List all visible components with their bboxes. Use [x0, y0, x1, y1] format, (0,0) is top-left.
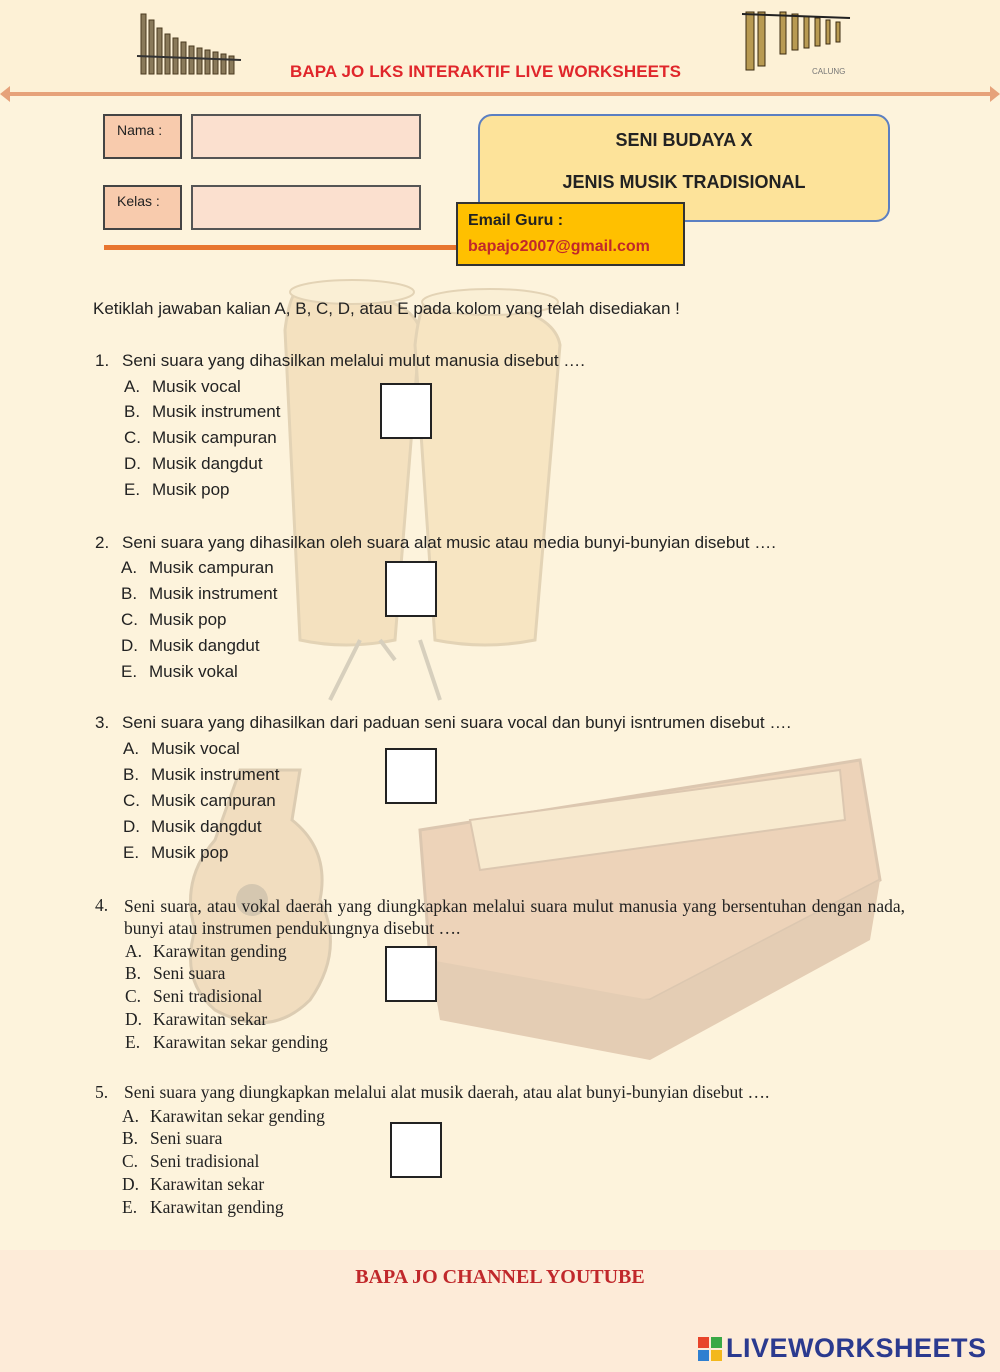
option-b: B. Musik instrument: [121, 584, 278, 603]
option-c: C. Musik pop: [121, 610, 227, 629]
answer-box-4[interactable]: [385, 946, 437, 1002]
question-text: Seni suara yang dihasilkan melalui mulut manusia disebut ….: [122, 351, 586, 370]
option-d: D. Karawitan sekar: [122, 1174, 265, 1194]
answer-box-1[interactable]: [380, 383, 432, 439]
option-d: D. Musik dangdut: [124, 454, 263, 473]
answer-box-2[interactable]: [385, 561, 437, 617]
fields-underline: [104, 245, 460, 250]
class-input[interactable]: [191, 185, 421, 230]
liveworksheets-logo-icon: [698, 1337, 722, 1361]
option-e: E. Karawitan gending: [122, 1197, 284, 1217]
answer-box-5[interactable]: [390, 1122, 442, 1178]
calung-logo-right: [740, 8, 855, 80]
name-label: Nama :: [103, 114, 182, 159]
option-a: A. Musik vocal: [123, 739, 240, 758]
option-a: A. Musik campuran: [121, 558, 274, 577]
option-e: E. Musik pop: [123, 843, 229, 862]
question-number: 5.: [95, 1082, 109, 1102]
option-a: A. Musik vocal: [124, 377, 241, 396]
option-b: B. Seni suara: [125, 963, 226, 983]
option-c: C. Musik campuran: [124, 428, 277, 447]
question-number: 4.: [95, 895, 109, 915]
liveworksheets-brand[interactable]: LIVEWORKSHEETS: [726, 1333, 987, 1363]
calung-logo-left: [135, 10, 245, 82]
subject-title: SENI BUDAYA X: [615, 130, 753, 150]
option-a: A. Karawitan sekar gending: [122, 1106, 325, 1126]
option-b: B. Musik instrument: [124, 402, 281, 421]
answer-box-3[interactable]: [385, 748, 437, 804]
logo-caption: CALUNG: [812, 67, 846, 76]
option-a: A. Karawitan gending: [125, 941, 287, 961]
divider-arrow-right: [990, 86, 1000, 102]
option-e: E. Karawitan sekar gending: [125, 1032, 328, 1052]
header-divider: [8, 92, 992, 96]
subject-topic: JENIS MUSIK TRADISIONAL: [562, 172, 806, 192]
option-c: C. Seni tradisional: [125, 986, 263, 1006]
name-input[interactable]: [191, 114, 421, 159]
question-text: Seni suara yang diungkapkan melalui alat musik daerah, atau alat bunyi-bunyian disebut ….: [124, 1082, 770, 1102]
question-number: 1.: [95, 351, 110, 370]
option-c: C. Seni tradisional: [122, 1151, 260, 1171]
youtube-channel-text: BAPA JO CHANNEL YOUTUBE: [355, 1266, 645, 1288]
question-4-text: Seni suara, atau vokal daerah yang diungkapkan melalui suara mulut manusia yang bersentuhan dengan nada, bunyi atau instrumen pendukungnya disebut ….: [124, 896, 905, 938]
site-title: BAPA JO LKS INTERAKTIF LIVE WORKSHEETS: [290, 62, 682, 81]
question-number: 3.: [95, 713, 110, 732]
option-e: E. Musik pop: [124, 480, 230, 499]
option-d: D. Musik dangdut: [123, 817, 262, 836]
teacher-email-value: bapajo2007@gmail.com: [468, 238, 650, 255]
question-text: Seni suara yang dihasilkan dari paduan seni suara vocal dan bunyi isntrumen disebut ….: [122, 713, 792, 732]
instruction-text: Ketiklah jawaban kalian A, B, C, D, atau E pada kolom yang telah disediakan !: [93, 299, 680, 318]
question-text: Seni suara yang dihasilkan oleh suara alat music atau media bunyi-bunyian disebut ….: [122, 533, 776, 552]
option-c: C. Musik campuran: [123, 791, 276, 810]
class-label: Kelas :: [103, 185, 182, 230]
option-e: E. Musik vokal: [121, 662, 238, 681]
question-number: 2.: [95, 533, 110, 552]
option-d: D. Karawitan sekar: [125, 1009, 268, 1029]
option-d: D. Musik dangdut: [121, 636, 260, 655]
teacher-email-label: Email Guru :: [468, 212, 564, 229]
option-b: B. Musik instrument: [123, 765, 280, 784]
option-b: B. Seni suara: [122, 1128, 223, 1148]
divider-arrow-left: [0, 86, 10, 102]
